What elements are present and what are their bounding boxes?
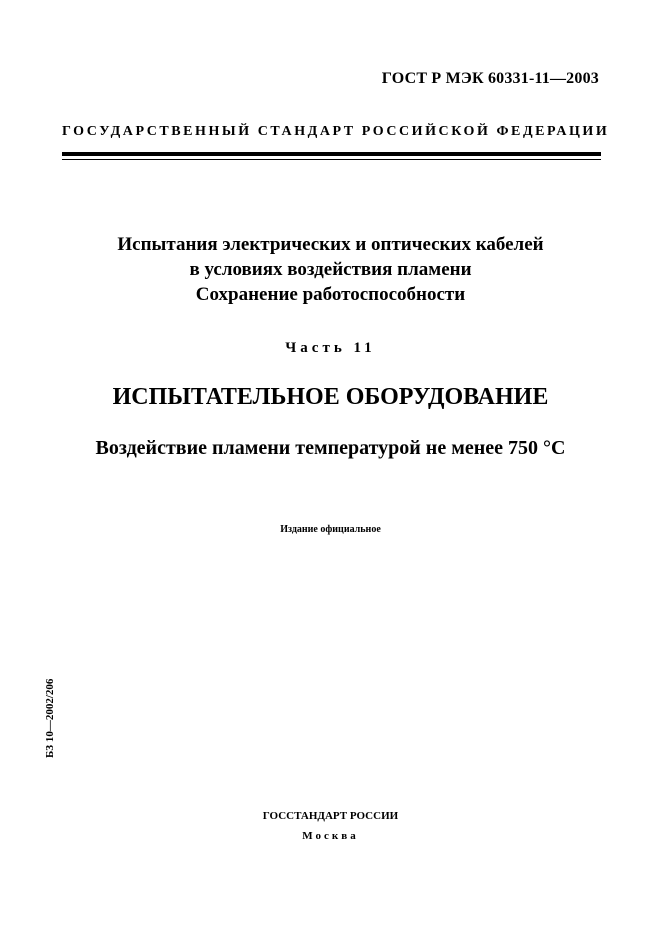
edition-label: Издание официальное	[280, 524, 381, 535]
document-title	[40, 232, 621, 307]
standard-designation: ГОСТ Р МЭК 60331-11—2003	[381, 70, 599, 87]
part-number: Часть 11	[285, 340, 376, 356]
publisher: ГОССТАНДАРТ РОССИИ	[262, 810, 399, 822]
title-line-1: Испытания электрических и оптических кабелей	[117, 234, 544, 255]
header-rule-thin	[62, 159, 601, 160]
side-code: БЗ 10—2002/206	[44, 678, 56, 758]
subtitle: Воздействие пламени температурой не менее 750 °С	[95, 437, 566, 459]
main-title: ИСПЫТАТЕЛЬНОЕ ОБОРУДОВАНИЕ	[112, 384, 549, 410]
state-standard-heading: ГОСУДАРСТВЕННЫЙ СТАНДАРТ РОССИЙСКОЙ ФЕДЕРАЦИИ	[62, 124, 610, 139]
title-line-3: Сохранение работоспособности	[195, 284, 466, 305]
header-rule-thick	[62, 152, 601, 156]
title-line-2: в условиях воздействия пламени	[189, 259, 472, 280]
publication-city: Москва	[302, 830, 359, 842]
